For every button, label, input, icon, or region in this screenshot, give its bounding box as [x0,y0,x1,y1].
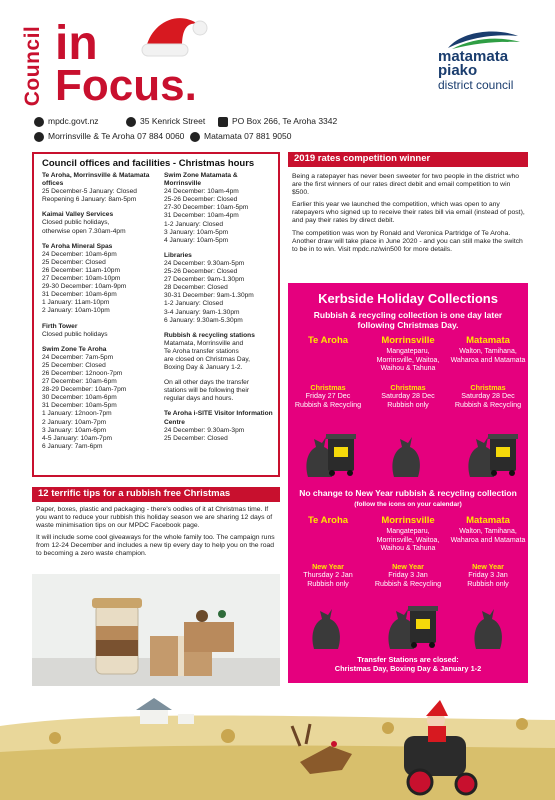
hours-line: regular days and hours. [164,395,234,403]
district-council-logo [438,28,543,94]
hours-line: 25 December: Closed [164,434,228,442]
hours-line: 2 January: 10am-7pm [42,418,107,426]
hours-line: Closed public holidays, [42,219,110,227]
rates-paragraph: Being a ratepayer has never been sweeter for two people in the district who are the first winners of our rates direct debit and email competition to win $500. [292,173,520,197]
tips-paragraph: Paper, boxes, plastic and packaging - there's oodles of it at Christmas time. If you want to reduce your rubbish this holiday season we are sharing 12 days of waste minimisation tips on our MPDC Facebook page. [36,506,273,530]
hours-block [42,346,156,451]
hours-line: 3 January: 10am-5pm [164,228,229,236]
hours-line: 24 December: 10am-4pm [164,188,239,196]
hours-line: 25 December-5 January: Closed [42,188,137,196]
hours-block [164,379,276,403]
logo-mark-icon [438,28,543,50]
santa-hat-icon [138,8,208,64]
transfer-station-notice: Transfer Stations are closed: Christmas Day, Boxing Day & January 1-2 [334,655,482,674]
area-matamata: Matamata Walton, Tamihana, Waharoa and Matamata [450,335,526,364]
hours-line: 25-26 December: Closed [164,196,238,204]
hours-line: 2 January: 10am-10pm [42,307,110,315]
new-year-heading: No change to New Year rubbish & recycling collection (follow the icons on your calendar) [299,488,517,508]
hours-block-title: Te Aroha, Morrinsville & Matamata offices [42,172,150,188]
christmas-farm-scene [0,686,555,800]
hours-line: 25 December: Closed [42,361,106,369]
hours-line: Te Aroha transfer stations [164,347,239,355]
hours-line: Reopening 6 January: 8am-5pm [42,196,137,204]
hours-line: 27 December: 10am-6pm [42,378,117,386]
hours-line: stations will be following their [164,387,250,395]
christmas-te-aroha: Christmas Friday 27 Dec Rubbish & Recycling [294,383,362,409]
map-pin-icon [126,117,136,127]
kerbside-subtitle: Rubbish & recycling collection is one day later following Christmas Day. [313,310,503,330]
hours-line: 6 January: 7am-6pm [42,442,103,450]
globe-icon [34,117,44,127]
phone-icon [190,132,200,142]
tips-paragraph: It will include some cool giveaways for the whole family too. The campaign runs from 12-24 December and includes a new tip every day to help you on the road to becoming a zero waste champion. [36,534,275,558]
masthead-title-in: in [55,17,98,70]
hours-line: 27-30 December: 10am-5pm [164,204,249,212]
hours-block [164,172,276,245]
hours-line: Boxing Day & January 1-2. [164,364,243,372]
hours-block [42,211,156,235]
christmas-hours-panel [32,152,280,477]
hours-line: 1-2 January: Closed [164,300,224,308]
hours-line: 6 January: 9.30am-5.30pm [164,316,243,324]
newyear-te-aroha: New Year Thursday 2 Jan Rubbish only [303,562,353,588]
hours-line: 30 December: 10am-6pm [42,394,117,402]
newyear-matamata: New Year Friday 3 Jan Rubbish only [467,562,509,588]
rubbish-bag-icon [388,433,428,479]
wheelie-bin-icon [484,431,524,477]
rates-paragraph: Earlier this year we launched the competition, which was open to any ratepayers who signed up to receive their rates bill via email (instead of post), and pay their rates by direct debit. [292,201,525,225]
hours-block [42,243,156,316]
hours-block-title: Te Aroha Mineral Spas [42,242,113,250]
hours-line: 30-31 December: 9am-1.30pm [164,292,254,300]
hours-line: 3-4 January: 9am-1.30pm [164,308,240,316]
contact-street: 35 Kenrick Street [126,116,205,127]
contact-website[interactable]: mpdc.govt.nz [34,116,99,127]
contact-po-box: PO Box 266, Te Aroha 3342 [218,116,337,127]
rates-competition-header: 2019 rates competition winner [288,152,528,167]
hours-line: Closed public holidays [42,330,108,338]
hours-line: 24 December: 10am-6pm [42,250,117,258]
contact-phone-2[interactable]: Matamata 07 881 9050 [190,131,291,142]
hours-line: 25 December: Closed [42,258,106,266]
hours-line: 28 December: Closed [164,284,228,292]
hours-line: 3 January: 10am-6pm [42,426,107,434]
hours-line: 31 December: 10am-6pm [42,291,117,299]
hours-block [42,323,156,339]
area-morrinsville: Morrinsville Mangateparu, Morrinsville, Waitoa, Waihou & Tahuna [376,335,440,372]
hours-line: 1 January: 11am-10pm [42,299,110,307]
hours-block-title: Swim Zone Matamata & Morrinsville [164,172,238,188]
tips-body [36,506,278,563]
hours-line: 27 December: 9am-1.30pm [164,276,245,284]
rates-competition-body [292,173,526,258]
hours-column-right [164,172,276,450]
rubbish-bag-icon [308,605,348,651]
logo-text-line3: district council [438,78,514,92]
contact-phone-1[interactable]: Morrinsville & Te Aroha 07 884 0060 [34,131,184,142]
ny-area-morrinsville: Morrinsville Mangateparu, Morrinsville, Waitoa, Waihou & Tahuna [376,515,440,552]
council-label: Council [21,25,44,107]
newyear-morrinsville: New Year Friday 3 Jan Rubbish & Recycling [374,562,442,588]
logo-text-line2: piako [438,62,478,79]
ny-area-te-aroha: Te Aroha [307,515,349,526]
kerbside-title: Kerbside Holiday Collections [318,291,498,306]
wheelie-bin-icon [404,603,444,649]
area-te-aroha: Te Aroha [307,335,349,346]
hours-line: 24 December: 9.30am-5pm [164,259,245,267]
hours-line: 28-29 December: 10am-7pm [42,386,127,394]
hours-line: 31 December: 10am-4pm [164,212,239,220]
logo-text-line1: matamata [438,48,509,65]
hours-block [42,172,156,204]
hours-line: 24 December: 9.30am-3pm [164,426,245,434]
hours-line: are closed on Christmas Day, [164,355,250,363]
hours-line: 26 December: 12noon-7pm [42,369,123,377]
masthead-title-focus: Focus. [55,61,197,110]
hours-block [164,410,276,442]
hours-line: On all other days the transfer [164,379,250,387]
hours-line: 24 December: 7am-5pm [42,353,114,361]
christmas-hours-title: Council offices and facilities - Christmas hours [42,158,255,169]
hours-block-title: Kaimai Valley Services [42,211,114,219]
hours-line: 4 January: 10am-5pm [164,236,229,244]
hours-line: 1-2 January: Closed [164,220,224,228]
hours-block-title: Libraries [164,251,192,259]
hours-block [164,252,276,325]
hours-line: 4-5 January: 10am-7pm [42,434,113,442]
hours-line: otherwise open 7.30am-4pm [42,227,126,235]
hours-line: 27 December: 10am-10pm [42,275,121,283]
christmas-morrinsville: Christmas Saturday 28 Dec Rubbish only [381,383,435,409]
wheelie-bin-icon [322,431,362,477]
hours-block-title: Rubbish & recycling stations [164,331,255,339]
hours-line: 1 January: 12noon-7pm [42,410,112,418]
hours-line: 31 December: 10am-5pm [42,402,117,410]
hours-line: 29-30 December: 10am-9pm [42,283,127,291]
hours-line: 25-26 December: Closed [164,268,238,276]
hours-block [164,332,276,372]
hours-line: 26 December: 11am-10pm [42,266,120,274]
hours-line: Matamata, Morrinsville and [164,339,244,347]
mailbox-icon [218,117,228,127]
tips-header: 12 terrific tips for a rubbish free Christmas [32,487,280,502]
rubbish-bag-icon [470,605,510,651]
kerbside-collections-panel [288,283,528,683]
ny-area-matamata: Matamata Walton, Tamihana, Waharoa and Matamata [450,515,526,544]
phone-icon [34,132,44,142]
hours-block-title: Te Aroha i-SITE Visitor Information Centre [164,410,273,426]
christmas-matamata: Christmas Saturday 28 Dec Rubbish & Recycling [454,383,522,409]
hours-block-title: Firth Tower [42,322,78,330]
rates-paragraph: The competition was won by Ronald and Veronica Partridge of Te Aroha. Another draw will take place in June 2020 - and you can still make the switch to be in to win. Visit mpdc.nz/win500 for more details. [292,229,523,253]
gift-jar-photo [32,574,280,690]
hours-column-left [42,172,156,458]
hours-block-title: Swim Zone Te Aroha [42,345,107,353]
